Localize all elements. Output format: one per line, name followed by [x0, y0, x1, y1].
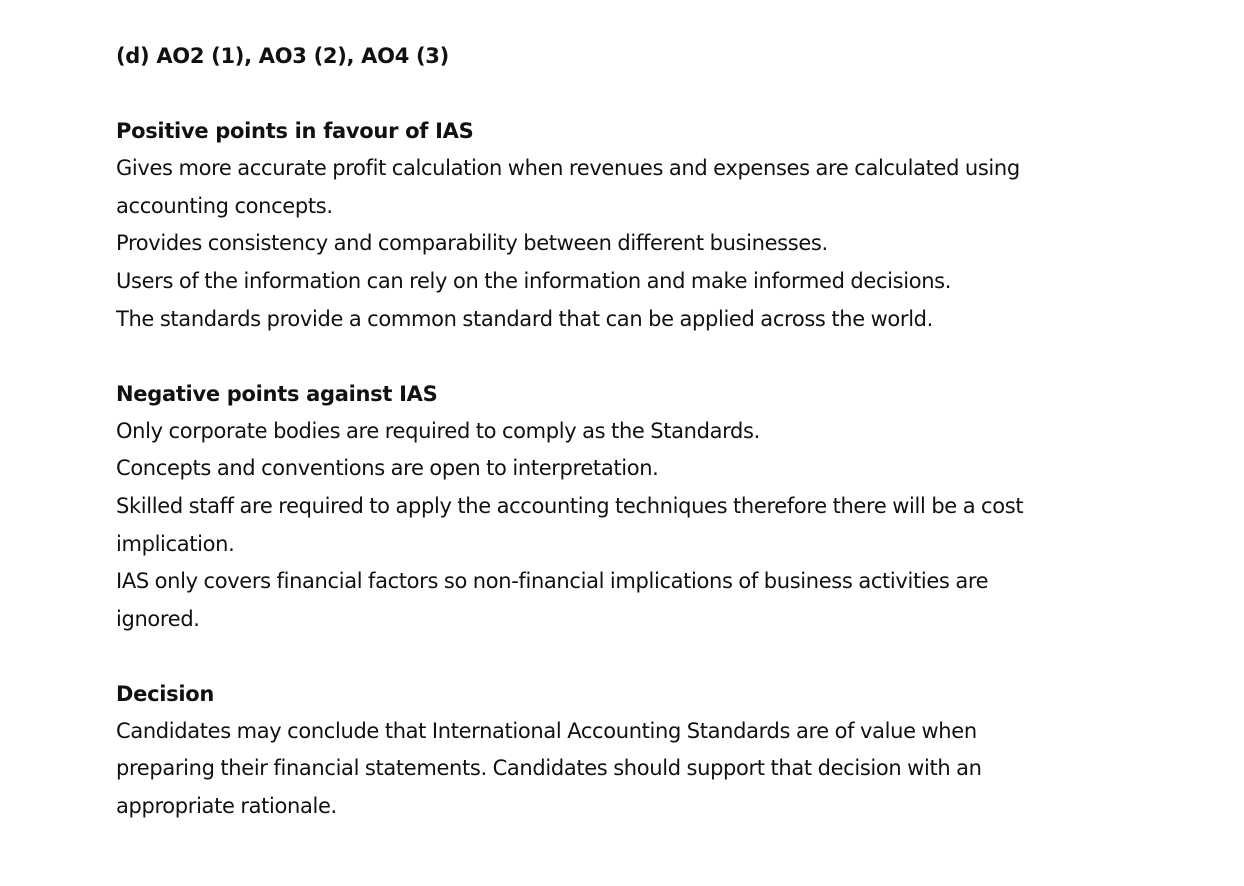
mark-allocation: (d) AO2 (1), AO3 (2), AO4 (3) — [116, 44, 449, 68]
paragraph: Candidates may conclude that International Accounting Standards are of value when preparing their financial statements. Candidates should support that decision with an appropriate rationale. — [116, 718, 982, 819]
paragraph: Only corporate bodies are required to comply as the Standards. — [116, 418, 760, 443]
paragraph: Users of the information can rely on the information and make informed decisions. — [116, 269, 952, 294]
paragraph: Skilled staff are required to apply the accounting techniques therefore there will be a cost implication. — [116, 493, 1024, 556]
section-heading: Negative points against IAS — [116, 381, 438, 406]
paragraph: Gives more accurate profit calculation when revenues and expenses are calculated using accounting concepts. — [116, 156, 1020, 218]
section-heading: Positive points in favour of IAS — [116, 119, 474, 143]
paragraph: Provides consistency and comparability between different businesses. — [116, 231, 828, 256]
paragraph: Concepts and conventions are open to interpretation. — [116, 456, 659, 481]
section-heading: Decision — [116, 681, 214, 706]
section-positive — [116, 113, 1216, 339]
section-negative — [116, 376, 1216, 639]
paragraph: IAS only covers financial factors so non-financial implications of business activities are ignored. — [116, 569, 989, 632]
section-decision — [116, 676, 1216, 826]
document-page — [116, 38, 1216, 863]
paragraph: The standards provide a common standard that can be applied across the world. — [116, 306, 933, 331]
